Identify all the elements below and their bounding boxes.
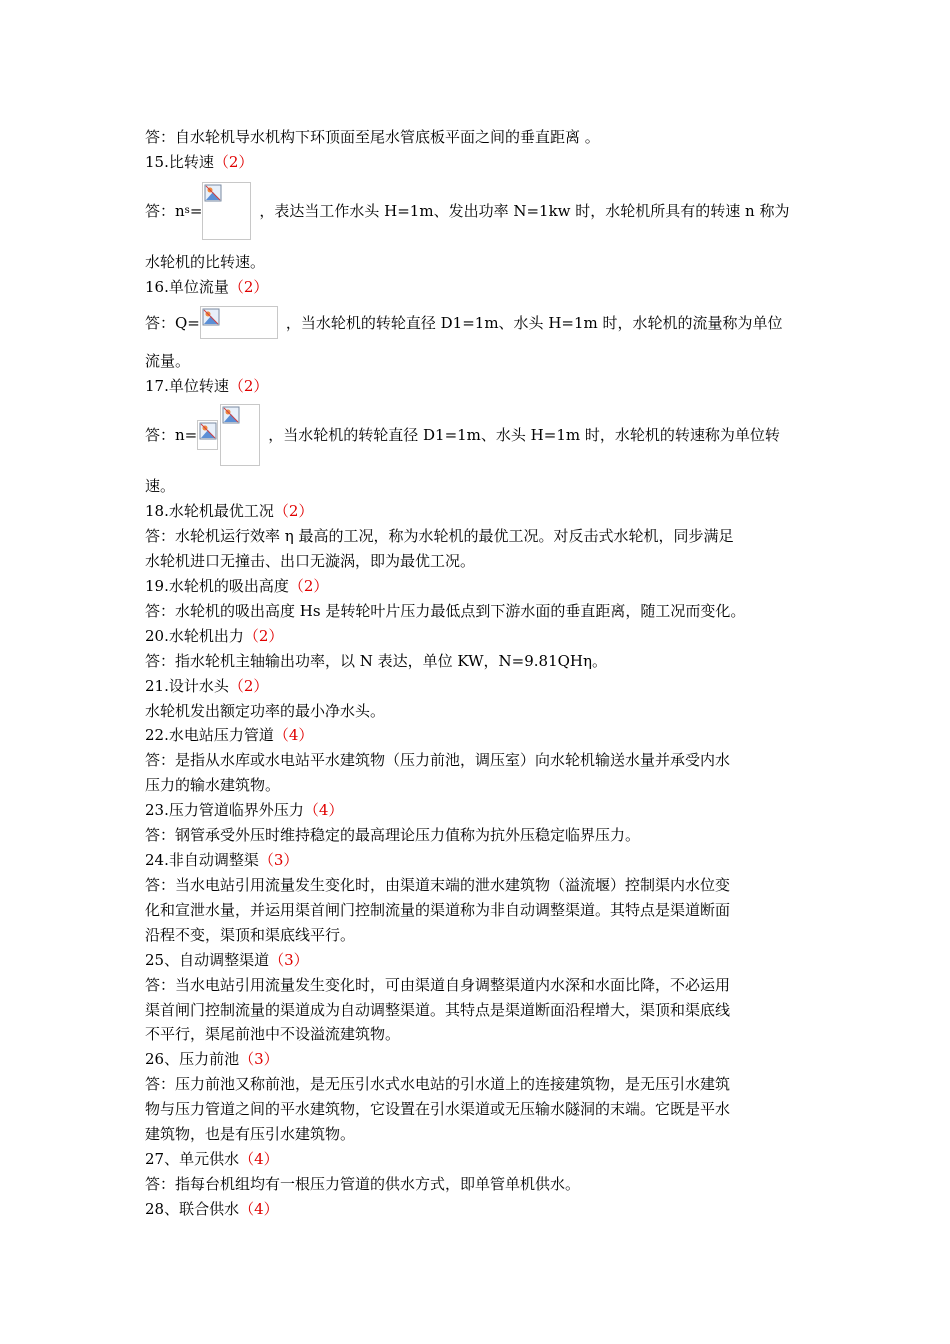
points: （2） bbox=[243, 627, 284, 645]
answer-17-cont: 速。 bbox=[145, 477, 176, 495]
broken-image-icon bbox=[202, 308, 220, 326]
points: （3） bbox=[258, 851, 299, 869]
answer-prefix: 答：Q= bbox=[145, 313, 200, 332]
points: （2） bbox=[228, 377, 269, 395]
answer-22-line-2: 压力的输水建筑物。 bbox=[145, 776, 281, 794]
broken-image-icon bbox=[204, 184, 222, 202]
answer-17 bbox=[145, 404, 807, 466]
heading-28 bbox=[145, 1199, 807, 1219]
answer-15 bbox=[145, 182, 807, 240]
heading-21 bbox=[145, 676, 807, 696]
heading-23 bbox=[145, 800, 807, 820]
points: （4） bbox=[239, 1150, 279, 1168]
answer-26-line-3: 建筑物，也是有压引水建筑物。 bbox=[145, 1125, 356, 1143]
answer-14-tail: 答：自水轮机导水机构下环顶面至尾水管底板平面之间的垂直距离 。 bbox=[145, 128, 600, 146]
heading-24 bbox=[145, 850, 807, 870]
answer-20: 答：指水轮机主轴输出功率，以 N 表达，单位 KW，N=9.81QHη。 bbox=[145, 652, 607, 670]
points: （2） bbox=[228, 278, 269, 296]
answer-18-line-2: 水轮机进口无撞击、出口无漩涡，即为最优工况。 bbox=[145, 552, 476, 570]
heading-19 bbox=[145, 576, 807, 596]
heading-25 bbox=[145, 950, 807, 970]
points: （4） bbox=[303, 801, 344, 819]
points: （2） bbox=[273, 502, 314, 520]
answer-text: ，当水轮机的转轮直径 D1=1m、水头 H=1m 时，水轮机的转速称为单位转 bbox=[268, 426, 780, 444]
answer-prefix: 答：n bbox=[145, 202, 185, 220]
broken-image-icon bbox=[199, 422, 217, 440]
heading-27 bbox=[145, 1149, 807, 1169]
heading-20 bbox=[145, 626, 807, 646]
answer-prefix: 答：n= bbox=[145, 426, 198, 444]
broken-image-icon bbox=[222, 406, 240, 424]
heading-text: 23.压力管道临界外压力 bbox=[145, 801, 304, 819]
equals: = bbox=[189, 202, 203, 220]
heading-text: 25、自动调整渠道 bbox=[145, 951, 270, 969]
answer-16 bbox=[145, 306, 807, 339]
heading-text: 17.单位转速 bbox=[145, 377, 229, 395]
answer-18-line-1: 答：水轮机运行效率 η 最高的工况，称为水轮机的最优工况。对反击式水轮机，同步满足 bbox=[145, 527, 734, 545]
answer-16-cont: 流量。 bbox=[145, 352, 191, 370]
answer-22-line-1: 答：是指从水库或水电站平水建筑物（压力前池，调压室）向水轮机输送水量并承受内水 bbox=[145, 751, 731, 769]
answer-26-line-2: 物与压力管道之间的平水建筑物，它设置在引水渠道或无压输水隧洞的末端。它既是平水 bbox=[145, 1100, 731, 1118]
answer-25-line-2: 渠首闸门控制流量的渠道成为自动调整渠道。其特点是渠道断面沿程增大，渠顶和渠底线 bbox=[145, 1001, 731, 1019]
answer-19: 答：水轮机的吸出高度 Hs 是转轮叶片压力最低点到下游水面的垂直距离，随工况而变化。 bbox=[145, 602, 746, 620]
heading-text: 27、单元供水 bbox=[145, 1150, 240, 1168]
answer-24-line-3: 沿程不变，渠顶和渠底线平行。 bbox=[145, 926, 356, 944]
heading-22 bbox=[145, 725, 807, 745]
heading-16 bbox=[145, 277, 807, 297]
heading-text: 24.非自动调整渠 bbox=[145, 851, 259, 869]
answer-23: 答：钢管承受外压时维持稳定的最高理论压力值称为抗外压稳定临界压力。 bbox=[145, 826, 641, 844]
heading-26 bbox=[145, 1049, 807, 1069]
answer-text: ，表达当工作水头 H=1m、发出功率 N=1kw 时，水轮机所具有的转速 n 称为 bbox=[259, 202, 790, 220]
heading-15 bbox=[145, 152, 807, 172]
points: （3） bbox=[269, 951, 309, 969]
points: （2） bbox=[228, 677, 269, 695]
answer-24-line-1: 答：当水电站引用流量发生变化时，由渠道末端的泄水建筑物（溢流堰）控制渠内水位变 bbox=[145, 876, 731, 894]
formula-image-1 bbox=[197, 420, 218, 450]
heading-text: 18.水轮机最优工况 bbox=[145, 502, 274, 520]
answer-27: 答：指每台机组均有一根压力管道的供水方式，即单管单机供水。 bbox=[145, 1175, 581, 1193]
heading-text: 15.比转速 bbox=[145, 153, 214, 171]
heading-17 bbox=[145, 376, 807, 396]
points: （4） bbox=[239, 1200, 279, 1218]
heading-18 bbox=[145, 501, 807, 521]
answer-25-line-1: 答：当水电站引用流量发生变化时，可由渠道自身调整渠道内水深和水面比降，不必运用 bbox=[145, 976, 731, 994]
answer-26-line-1: 答：压力前池又称前池，是无压引水式水电站的引水道上的连接建筑物，是无压引水建筑 bbox=[145, 1075, 731, 1093]
points: （3） bbox=[239, 1050, 279, 1068]
points: （4） bbox=[273, 726, 314, 744]
heading-text: 16.单位流量 bbox=[145, 278, 229, 296]
formula-image bbox=[202, 182, 251, 240]
answer-15-cont: 水轮机的比转速。 bbox=[145, 253, 266, 271]
heading-text: 20.水轮机出力 bbox=[145, 627, 244, 645]
points: （2） bbox=[213, 153, 254, 171]
heading-text: 28、联合供水 bbox=[145, 1200, 240, 1218]
answer-24-line-2: 化和宣泄水量，并运用渠首闸门控制流量的渠道称为非自动调整渠道。其特点是渠道断面 bbox=[145, 901, 731, 919]
heading-text: 19.水轮机的吸出高度 bbox=[145, 577, 289, 595]
points: （2） bbox=[288, 577, 329, 595]
subscript: s bbox=[184, 205, 190, 216]
answer-25-line-3: 不平行，渠尾前池中不设溢流建筑物。 bbox=[145, 1025, 401, 1043]
heading-text: 26、压力前池 bbox=[145, 1050, 240, 1068]
answer-21: 水轮机发出额定功率的最小净水头。 bbox=[145, 702, 386, 720]
formula-image-2 bbox=[220, 404, 260, 466]
answer-text: ，当水轮机的转轮直径 D1=1m、水头 H=1m 时，水轮机的流量称为单位 bbox=[285, 313, 783, 332]
heading-text: 22.水电站压力管道 bbox=[145, 726, 274, 744]
formula-image bbox=[200, 306, 278, 339]
heading-text: 21.设计水头 bbox=[145, 677, 229, 695]
